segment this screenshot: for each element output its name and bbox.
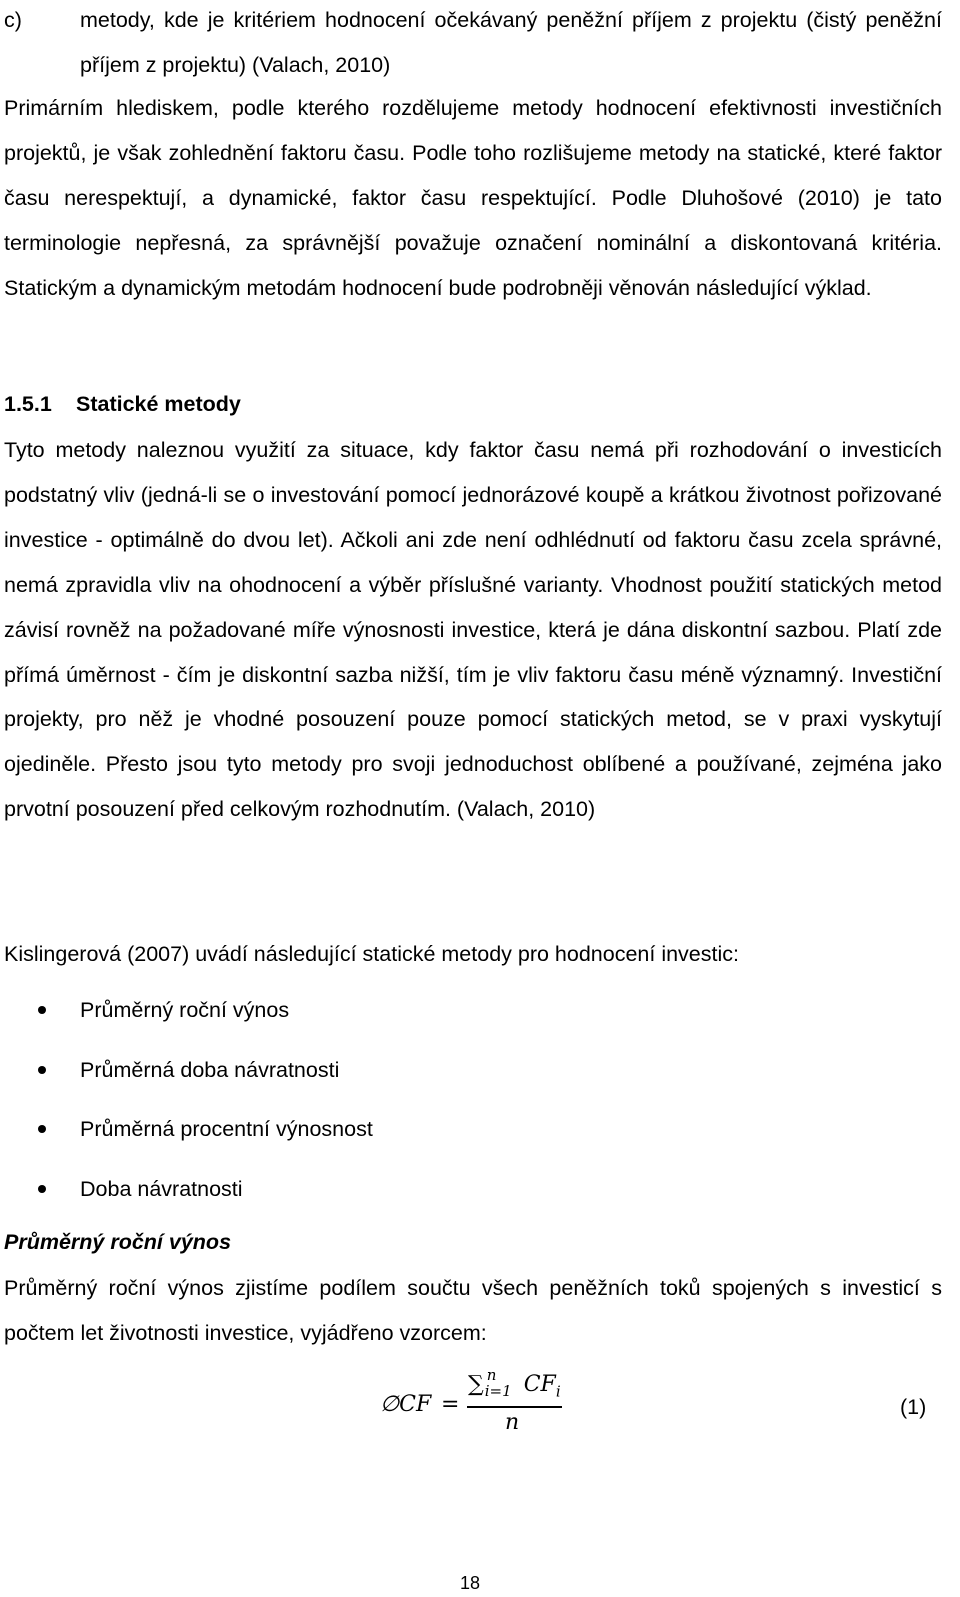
bullet-icon (38, 1066, 46, 1074)
bullet-icon (38, 1125, 46, 1133)
formula-term (523, 1372, 561, 1401)
sum-symbol: ∑ (468, 1372, 484, 1397)
page-number: 18 (460, 1573, 481, 1593)
paragraph-intro: Primárním hlediskem, podle kterého rozdělujeme metody hodnocení efektivnosti investičních projektů, je však zohlednění faktoru času. Podle toho rozlišujeme metody na statické, které faktor času nerespektují, a dynamické, faktor času respektující. Podle Dluhošové (2010) je tato terminologie nepřesná, za správnější považuje označení nominální a diskontovaná kritéria. Statickým a dynamickým metodám hodnocení bude podrobněji věnován následující výklad. (4, 96, 942, 300)
sum-upper-limit: n (486, 1366, 497, 1384)
sum-lower-limit: i=1 (484, 1382, 512, 1400)
list-item (4, 1107, 904, 1167)
method-label: Průměrná procentní výnosnost (80, 1117, 373, 1141)
section-heading (4, 388, 241, 420)
term-base: CF (523, 1372, 556, 1397)
bullet-icon (38, 1185, 46, 1193)
methods-list (4, 988, 904, 1226)
method-label: Doba návratnosti (80, 1176, 243, 1201)
formula-denominator: n (505, 1410, 520, 1435)
section-number: 1.5.1 (4, 392, 52, 416)
paragraph-static-methods: Tyto metody naleznou využití za situace, kdy faktor času nemá při rozhodování o investicích podstatný vliv (jedná-li se o investování pomocí jednorázové koupě a krátkou životnost pořizované investice - optimálně do dvou let). Ačkoli ani zde není odhlédnutí od faktoru času zcela správné, nemá zpravidla vliv na ohodnocení a výběr příslušné varianty. Vhodnost použití statických metod závisí rovněž na požadované míře výnosnosti investice, která je dána diskontní sazbou. Platí zde přímá úměrnost - čím je diskontní sazba nižší, tím je vliv faktoru času méně významný. Investiční projekty, pro něž je vhodné posouzení pouze pomocí statických metod, se v praxi vyskytují ojediněle. Přesto jsou tyto metody pro svoji jednoduchost oblíbené a používané, zejména jako prvotní posouzení před celkovým rozhodnutím. (Valach, 2010) (4, 438, 942, 822)
sum-limits (484, 1366, 524, 1402)
list-marker: c) (4, 8, 22, 32)
formula-equals: = (441, 1392, 460, 1417)
paragraph-kislingerova: Kislingerová (2007) uvádí následující statické metody pro hodnocení investic: (4, 942, 739, 966)
list-item-c (4, 0, 942, 88)
method-label: Průměrný roční výnos (80, 998, 290, 1022)
subsection-heading: Průměrný roční výnos (4, 1230, 232, 1254)
formula-lhs: ∅CF (380, 1392, 432, 1417)
section-title: Statické metody (76, 392, 241, 416)
list-item (4, 1048, 904, 1108)
formula-average-cf (380, 1366, 580, 1442)
equation-number: (1) (900, 1395, 927, 1419)
list-item (4, 988, 904, 1048)
fraction-bar (467, 1406, 562, 1408)
bullet-icon (38, 1006, 46, 1014)
term-subscript: i (555, 1382, 561, 1401)
list-item (4, 1167, 904, 1227)
method-label: Průměrná doba návratnosti (80, 1057, 340, 1082)
paragraph-formula-intro: Průměrný roční výnos zjistíme podílem součtu všech peněžních toků spojených s investicí s počtem let životnosti investice, vyjádřeno vzorcem: (4, 1276, 942, 1345)
list-item-text: metody, kde je kritériem hodnocení očekávaný peněžní příjem z projektu (čistý peněžní příjem z projektu) (Valach, 2010) (80, 8, 942, 77)
formula-numerator (468, 1366, 561, 1402)
